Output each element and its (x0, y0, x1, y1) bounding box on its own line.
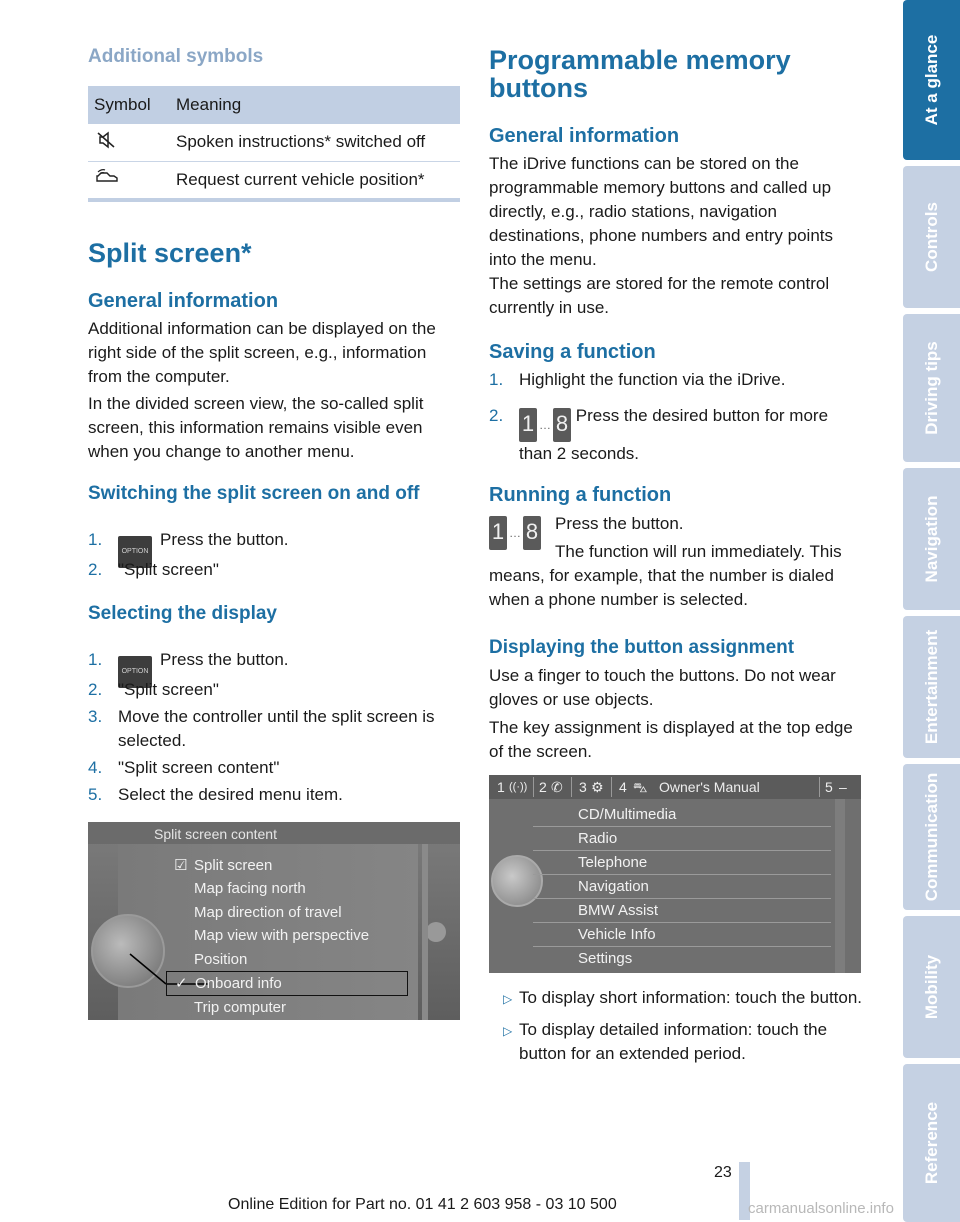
tab-communication[interactable]: Communication (903, 764, 960, 910)
minus-icon: – (839, 779, 847, 795)
list-item (489, 368, 864, 392)
general-info-p2: The settings are stored for the remote control currently in use. (489, 274, 830, 317)
menu-item: Trip computer (194, 999, 286, 1017)
table-row (88, 161, 460, 200)
screen-menu (533, 803, 831, 973)
step-text: Press the desired button for more than 2 seconds. (519, 406, 829, 463)
tab-navigation[interactable]: Navigation (903, 468, 960, 610)
step-text: Press the button. (160, 650, 289, 669)
list-item (88, 783, 460, 807)
ellipsis-icon: … (539, 418, 551, 432)
option-button-icon: OPTION (118, 656, 152, 688)
tab-reference[interactable]: Reference (903, 1064, 960, 1222)
screen-topbar: 1 ((·)) 2 ✆ 3 ⚙ 4 ⛍ Owner's Manual 5 – (489, 775, 861, 799)
list-item (88, 756, 460, 780)
displaying-p1: Use a finger to touch the buttons. Do not wear gloves or use objects. (489, 666, 836, 709)
checkmark-icon: ✓ (175, 975, 188, 993)
tab-controls[interactable]: Controls (903, 166, 960, 308)
step-number: 1. (88, 650, 103, 669)
col-meaning: Meaning (176, 86, 460, 124)
saving-title: Saving a function (489, 341, 656, 363)
general-info-title: General information (88, 290, 279, 312)
page-number: 23 (714, 1164, 732, 1181)
list-item (88, 558, 460, 582)
list-item (489, 404, 864, 466)
menu-item: Position (194, 950, 248, 968)
car-position-icon (88, 161, 176, 200)
list-item: ▷ To display short information: touch the button. (489, 986, 864, 1010)
tab-mobility[interactable]: Mobility (903, 916, 960, 1058)
list-item: ▷ To display detailed information: touch the button for an extended period. (503, 1020, 828, 1063)
selecting-title: Selecting the display (88, 603, 277, 624)
ellipsis-icon: … (509, 526, 521, 540)
switching-title: Switching the split screen on and off (88, 483, 420, 504)
menu-item: CD/Multimedia (533, 803, 831, 827)
triangle-bullet-icon: ▷ (503, 1024, 513, 1038)
memory-button-8-icon: 8 (553, 408, 571, 442)
menu-item: ☑ Split screen (178, 854, 458, 877)
menu-item-selected: ✓ Onboard info (166, 971, 408, 996)
menu-item: Map facing north (194, 880, 306, 898)
menu-item: Navigation (533, 875, 831, 899)
car-icon: ⛍ (633, 779, 648, 795)
step-text: "Split screen" (118, 560, 219, 579)
displaying-title: Displaying the button assignment (489, 637, 795, 658)
step-text: Select the desired menu item. (118, 785, 343, 804)
saving-steps (489, 368, 864, 466)
step-number: 4. (88, 758, 103, 777)
running-title: Running a function (489, 484, 672, 506)
menu-item: Map direction of travel (194, 903, 342, 921)
general-info-title: General information (489, 125, 680, 147)
button-assignment-image (489, 775, 861, 973)
bullet-list (489, 986, 864, 1066)
step-number: 1. (88, 530, 103, 549)
running-line1: Press the button. (555, 514, 684, 533)
tab-driving-tips[interactable]: Driving tips (903, 314, 960, 462)
footer-text: Online Edition for Part no. 01 41 2 603 958 - 03 10 500 (228, 1196, 617, 1213)
menu-item: Telephone (533, 851, 831, 875)
menu-item: Settings (578, 950, 633, 967)
tab-entertainment[interactable]: Entertainment (903, 616, 960, 758)
step-text: "Split screen content" (118, 758, 280, 777)
split-screen-image (88, 822, 460, 1020)
watermark: carmanualsonline.info (748, 1200, 894, 1217)
general-info-p1: Additional information can be displayed on the right side of the split screen, e.g., information from the computer. (88, 319, 436, 386)
screen-header: Split screen content (154, 826, 277, 842)
screen-menu (174, 854, 458, 1020)
running-line2: The function will run immediately. This means, for example, that the number is dialed when a phone number is selected. (489, 542, 842, 609)
step-number: 3. (88, 707, 103, 726)
step-number: 5. (88, 785, 103, 804)
split-screen-title: Split screen* (88, 238, 252, 268)
step-number: 2. (88, 560, 103, 579)
memory-button-8-icon: 8 (523, 516, 541, 550)
gear-icon: ⚙ (591, 779, 604, 795)
table-header-row (88, 86, 460, 124)
speaker-off-icon (88, 124, 176, 161)
col-symbol: Symbol (88, 86, 176, 124)
general-info-p2: In the divided screen view, the so-called split screen, this information remains visible even when you change to another menu. (88, 394, 424, 461)
symbols-table (88, 86, 460, 202)
step-text: Press the button. (160, 530, 289, 549)
displaying-p2: The key assignment is displayed at the top edge of the screen. (489, 718, 853, 761)
additional-symbols-title: Additional symbols (88, 46, 264, 67)
list-item (88, 705, 460, 753)
menu-item: Vehicle Info (533, 923, 831, 947)
menu-item: Radio (533, 827, 831, 851)
phone-icon: ✆ (551, 779, 563, 795)
antenna-icon: ((·)) (509, 781, 528, 793)
tab-at-a-glance[interactable]: At a glance (903, 0, 960, 160)
table-cell: Spoken instructions* switched off (176, 124, 460, 161)
step-text: Move the controller until the split screen is selected. (118, 707, 435, 750)
list-item (88, 648, 460, 678)
menu-item: BMW Assist (533, 899, 831, 923)
table-row (88, 124, 460, 161)
list-item (88, 678, 460, 702)
step-number: 2. (88, 680, 103, 699)
step-number: 2. (489, 406, 504, 425)
option-button-icon: OPTION (118, 536, 152, 568)
memory-button-1-icon: 1 (519, 408, 537, 442)
step-number: 1. (489, 370, 504, 389)
triangle-bullet-icon: ▷ (503, 992, 513, 1006)
selecting-steps (88, 648, 460, 807)
menu-item: Map view with perspective (194, 927, 370, 945)
list-item (88, 528, 460, 558)
memory-button-1-icon: 1 (489, 516, 507, 550)
memory-buttons-title: Programmable memory buttons (489, 45, 791, 103)
step-text: Highlight the function via the iDrive. (519, 370, 786, 389)
general-info-p1: The iDrive functions can be stored on the programmable memory buttons and called up directly, e.g., radio stations, navigation destinations, phone numbers and entry points into the menu. (489, 154, 834, 269)
switching-steps (88, 528, 460, 582)
step-text: "Split screen" (118, 680, 219, 699)
table-cell: Request current vehicle position* (176, 161, 460, 200)
check-icon: ☑ (174, 857, 188, 874)
